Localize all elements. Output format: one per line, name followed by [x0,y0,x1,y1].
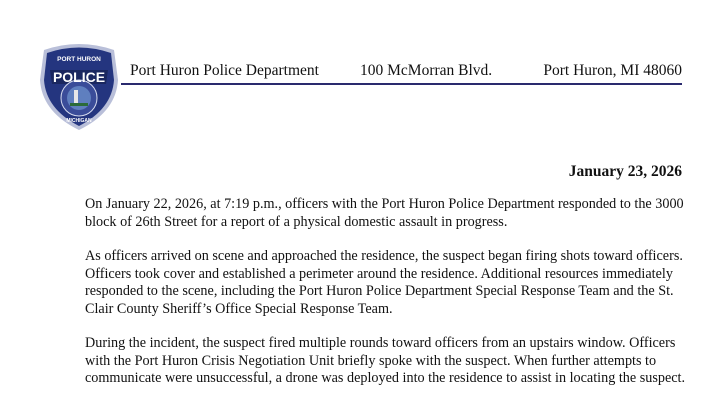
paragraph-1: On January 22, 2026, at 7:19 p.m., officers with the Port Huron Police Department responded to the 3000 block of 26th Street for a report of a physical domestic assault in progress. [85,196,684,230]
department-name: Port Huron Police Department [130,62,319,79]
paragraph-3: During the incident, the suspect fired multiple rounds toward officers from an upstairs window. Officers with the Port Huron Crisis Negotiation Unit briefly spoke with the suspect. When further attempts to communicate were unsuccessful, a drone was deployed into the residence to assist in locating the suspect. [85,335,686,386]
paragraph-2: As officers arrived on scene and approached the residence, the suspect began firing shots toward officers. Officers took cover and established a perimeter around the residence. Additional resources immediately responded to the scene, including the Port Huron Police Department Special Response Team and the St. Clair County Sheriff’s Office Special Response Team. [85,248,683,317]
badge-bottom-text: MICHIGAN [66,118,92,124]
department-city: Port Huron, MI 48060 [543,62,682,79]
header-rule [121,83,682,85]
badge-top-text: PORT HURON [57,56,101,63]
department-address: 100 McMorran Blvd. [360,62,493,79]
police-badge-graphic [36,40,122,132]
release-date: January 23, 2026 [568,163,682,180]
badge-main-text: POLICE [52,69,106,85]
police-badge-icon [36,40,122,132]
release-body [85,196,690,405]
